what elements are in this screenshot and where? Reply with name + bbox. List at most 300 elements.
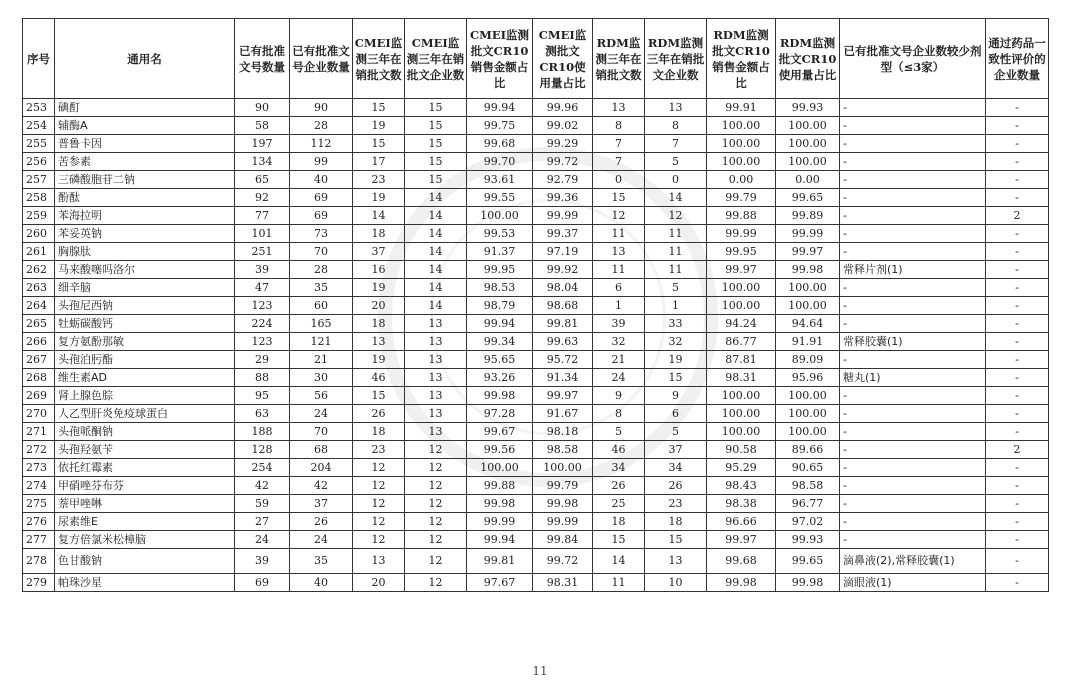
table-cell: 128 bbox=[235, 441, 290, 459]
table-cell: 89.09 bbox=[776, 351, 840, 369]
table-cell: 100.00 bbox=[776, 279, 840, 297]
table-cell: 99.81 bbox=[467, 549, 533, 574]
table-cell: 99.70 bbox=[467, 153, 533, 171]
table-cell: 270 bbox=[23, 405, 55, 423]
page-number: 11 bbox=[532, 664, 548, 678]
table-cell: 99.98 bbox=[707, 574, 776, 592]
table-cell: 24 bbox=[593, 369, 645, 387]
column-header: 已有批准文号企业数量 bbox=[290, 19, 353, 99]
table-cell: 188 bbox=[235, 423, 290, 441]
table-cell: 苯妥英钠 bbox=[55, 225, 235, 243]
table-cell: 5 bbox=[593, 423, 645, 441]
table-cell: 90.58 bbox=[707, 441, 776, 459]
table-cell: 马来酸噻吗洛尔 bbox=[55, 261, 235, 279]
table-cell: - bbox=[840, 99, 986, 117]
table-cell: 11 bbox=[645, 225, 707, 243]
table-cell: 99.94 bbox=[467, 531, 533, 549]
table-cell: 2 bbox=[986, 441, 1049, 459]
table-cell: - bbox=[986, 243, 1049, 261]
table-cell: 6 bbox=[645, 405, 707, 423]
table-cell: 99.65 bbox=[776, 549, 840, 574]
table-cell: 99.79 bbox=[533, 477, 593, 495]
table-cell: 12 bbox=[353, 531, 405, 549]
table-cell: 100.00 bbox=[776, 135, 840, 153]
table-cell: 27 bbox=[235, 513, 290, 531]
column-header: RDM监测批文CR10销售金额占比 bbox=[707, 19, 776, 99]
table-cell: 98.43 bbox=[707, 477, 776, 495]
table-cell: 123 bbox=[235, 333, 290, 351]
table-cell: 99.94 bbox=[467, 315, 533, 333]
table-cell: 萘甲唑啉 bbox=[55, 495, 235, 513]
table-cell: - bbox=[840, 441, 986, 459]
table-cell: 0.00 bbox=[707, 171, 776, 189]
table-cell: 18 bbox=[353, 315, 405, 333]
column-header: RDM监测批文CR10使用量占比 bbox=[776, 19, 840, 99]
table-cell: 12 bbox=[405, 513, 467, 531]
table-cell: 112 bbox=[290, 135, 353, 153]
table-cell: 99.98 bbox=[533, 495, 593, 513]
table-cell: 256 bbox=[23, 153, 55, 171]
table-cell: 99.98 bbox=[776, 261, 840, 279]
table-cell: 99.92 bbox=[533, 261, 593, 279]
table-cell: 辅酶A bbox=[55, 117, 235, 135]
table-cell: - bbox=[986, 477, 1049, 495]
table-cell: 99.55 bbox=[467, 189, 533, 207]
table-cell: - bbox=[986, 513, 1049, 531]
table-row bbox=[23, 405, 1049, 423]
table-cell: 头孢泊肟酯 bbox=[55, 351, 235, 369]
table-cell: - bbox=[986, 405, 1049, 423]
table-row bbox=[23, 549, 1049, 574]
table-cell: 99.99 bbox=[707, 225, 776, 243]
table-row bbox=[23, 279, 1049, 297]
table-cell: 99.93 bbox=[776, 531, 840, 549]
table-cell: 24 bbox=[290, 405, 353, 423]
table-cell: 100.00 bbox=[776, 297, 840, 315]
table-cell: 26 bbox=[353, 405, 405, 423]
table-cell: - bbox=[840, 423, 986, 441]
table-cell: 99.97 bbox=[533, 387, 593, 405]
table-cell: 99.88 bbox=[467, 477, 533, 495]
table-cell: 32 bbox=[645, 333, 707, 351]
table-cell: 73 bbox=[290, 225, 353, 243]
table-cell: 100.00 bbox=[707, 405, 776, 423]
table-cell: 15 bbox=[405, 99, 467, 117]
table-cell: 0 bbox=[645, 171, 707, 189]
table-cell: - bbox=[840, 531, 986, 549]
table-cell: 89.66 bbox=[776, 441, 840, 459]
table-cell: 100.00 bbox=[707, 153, 776, 171]
table-cell: 264 bbox=[23, 297, 55, 315]
table-cell: 19 bbox=[353, 117, 405, 135]
table-cell: 26 bbox=[290, 513, 353, 531]
table-cell: 224 bbox=[235, 315, 290, 333]
table-cell: 12 bbox=[405, 549, 467, 574]
table-cell: 人乙型肝炎免疫球蛋白 bbox=[55, 405, 235, 423]
table-cell: 197 bbox=[235, 135, 290, 153]
table-row bbox=[23, 351, 1049, 369]
table-cell: 24 bbox=[235, 531, 290, 549]
table-cell: 271 bbox=[23, 423, 55, 441]
table-body bbox=[23, 99, 1049, 592]
table-cell: 95.29 bbox=[707, 459, 776, 477]
table-row bbox=[23, 441, 1049, 459]
table-cell: 2 bbox=[986, 207, 1049, 225]
table-cell: 13 bbox=[593, 99, 645, 117]
table-cell: - bbox=[986, 315, 1049, 333]
table-cell: 100.00 bbox=[707, 297, 776, 315]
table-cell: 23 bbox=[645, 495, 707, 513]
column-header: 已有批准文号企业数较少剂型（≤3家） bbox=[840, 19, 986, 99]
table-cell: 14 bbox=[405, 189, 467, 207]
table-cell: - bbox=[986, 279, 1049, 297]
table-cell: 6 bbox=[593, 279, 645, 297]
column-header: 通过药品一致性评价的企业数量 bbox=[986, 19, 1049, 99]
table-cell: 37 bbox=[290, 495, 353, 513]
table-cell: 99.37 bbox=[533, 225, 593, 243]
table-cell: 15 bbox=[405, 171, 467, 189]
table-cell: 9 bbox=[593, 387, 645, 405]
table-cell: 复方倍氯米松樟脑 bbox=[55, 531, 235, 549]
table-cell: 15 bbox=[353, 387, 405, 405]
table-cell: 258 bbox=[23, 189, 55, 207]
table-cell: 99.98 bbox=[776, 574, 840, 592]
table-cell: - bbox=[840, 243, 986, 261]
table-row bbox=[23, 117, 1049, 135]
table-cell: 99.98 bbox=[467, 495, 533, 513]
table-cell: 95.72 bbox=[533, 351, 593, 369]
table-header bbox=[23, 19, 1049, 99]
table-cell: 13 bbox=[405, 423, 467, 441]
table-row bbox=[23, 423, 1049, 441]
table-row bbox=[23, 297, 1049, 315]
table-cell: 100.00 bbox=[776, 387, 840, 405]
table-cell: 98.53 bbox=[467, 279, 533, 297]
table-cell: - bbox=[840, 459, 986, 477]
table-cell: 99.97 bbox=[707, 261, 776, 279]
table-cell: 8 bbox=[593, 405, 645, 423]
table-cell: - bbox=[840, 135, 986, 153]
table-cell: 12 bbox=[645, 207, 707, 225]
drug-table bbox=[22, 18, 1049, 592]
table-cell: 277 bbox=[23, 531, 55, 549]
table-cell: 100.00 bbox=[776, 423, 840, 441]
table-cell: 95.65 bbox=[467, 351, 533, 369]
table-cell: 糖丸(1) bbox=[840, 369, 986, 387]
table-cell: 101 bbox=[235, 225, 290, 243]
table-cell: 帕珠沙星 bbox=[55, 574, 235, 592]
column-header: RDM监测三年在销批文数 bbox=[593, 19, 645, 99]
table-cell: 30 bbox=[290, 369, 353, 387]
table-cell: - bbox=[986, 531, 1049, 549]
table-cell: 14 bbox=[405, 279, 467, 297]
table-cell: 68 bbox=[290, 441, 353, 459]
table-cell: 272 bbox=[23, 441, 55, 459]
table-cell: 7 bbox=[645, 135, 707, 153]
table-cell: 99.99 bbox=[533, 513, 593, 531]
table-cell: 100.00 bbox=[707, 279, 776, 297]
table-cell: 15 bbox=[353, 135, 405, 153]
table-cell: 34 bbox=[593, 459, 645, 477]
table-row bbox=[23, 135, 1049, 153]
table-cell: - bbox=[986, 171, 1049, 189]
table-cell: 12 bbox=[353, 495, 405, 513]
table-cell: 99.89 bbox=[776, 207, 840, 225]
table-cell: - bbox=[986, 153, 1049, 171]
table-cell: 99.99 bbox=[467, 513, 533, 531]
table-cell: 15 bbox=[593, 189, 645, 207]
table-cell: - bbox=[840, 495, 986, 513]
table-cell: 90 bbox=[290, 99, 353, 117]
table-cell: 18 bbox=[645, 513, 707, 531]
table-cell: 273 bbox=[23, 459, 55, 477]
table-cell: 99.79 bbox=[707, 189, 776, 207]
table-cell: - bbox=[986, 261, 1049, 279]
table-cell: - bbox=[986, 459, 1049, 477]
table-cell: 25 bbox=[593, 495, 645, 513]
table-cell: 37 bbox=[353, 243, 405, 261]
table-cell: 24 bbox=[290, 531, 353, 549]
table-row bbox=[23, 99, 1049, 117]
table-row bbox=[23, 495, 1049, 513]
table-cell: 42 bbox=[290, 477, 353, 495]
table-cell: 13 bbox=[405, 351, 467, 369]
table-cell: 100.00 bbox=[533, 459, 593, 477]
table-cell: 99.02 bbox=[533, 117, 593, 135]
table-cell: 96.66 bbox=[707, 513, 776, 531]
table-cell: 98.31 bbox=[533, 574, 593, 592]
table-row bbox=[23, 153, 1049, 171]
table-cell: 58 bbox=[235, 117, 290, 135]
table-cell: 32 bbox=[593, 333, 645, 351]
table-cell: 98.79 bbox=[467, 297, 533, 315]
table-row bbox=[23, 477, 1049, 495]
table-cell: 121 bbox=[290, 333, 353, 351]
table-cell: 20 bbox=[353, 297, 405, 315]
table-cell: 12 bbox=[353, 477, 405, 495]
table-cell: 100.00 bbox=[467, 459, 533, 477]
table-cell: 19 bbox=[645, 351, 707, 369]
table-cell: 99.34 bbox=[467, 333, 533, 351]
table-cell: 257 bbox=[23, 171, 55, 189]
table-cell: 23 bbox=[353, 441, 405, 459]
table-cell: 42 bbox=[235, 477, 290, 495]
table-cell: 99.75 bbox=[467, 117, 533, 135]
table-cell: 14 bbox=[405, 261, 467, 279]
table-cell: 100.00 bbox=[707, 423, 776, 441]
table-cell: 常释片剂(1) bbox=[840, 261, 986, 279]
table-cell: 100.00 bbox=[776, 405, 840, 423]
table-cell: 204 bbox=[290, 459, 353, 477]
table-cell: 99.63 bbox=[533, 333, 593, 351]
table-cell: 268 bbox=[23, 369, 55, 387]
table-cell: - bbox=[986, 189, 1049, 207]
table-row bbox=[23, 261, 1049, 279]
table-cell: 90 bbox=[235, 99, 290, 117]
table-cell: 69 bbox=[290, 207, 353, 225]
table-cell: 17 bbox=[353, 153, 405, 171]
table-cell: 35 bbox=[290, 549, 353, 574]
table-cell: 99.94 bbox=[467, 99, 533, 117]
table-cell: 99.96 bbox=[533, 99, 593, 117]
table-cell: 98.58 bbox=[533, 441, 593, 459]
table-cell: 263 bbox=[23, 279, 55, 297]
table-cell: 99.97 bbox=[707, 531, 776, 549]
table-cell: 15 bbox=[645, 369, 707, 387]
table-cell: 5 bbox=[645, 279, 707, 297]
column-header: 通用名 bbox=[55, 19, 235, 99]
table-cell: 40 bbox=[290, 574, 353, 592]
table-cell: 100.00 bbox=[707, 387, 776, 405]
table-cell: 99.95 bbox=[707, 243, 776, 261]
table-row bbox=[23, 243, 1049, 261]
table-cell: 88 bbox=[235, 369, 290, 387]
table-cell: 16 bbox=[353, 261, 405, 279]
table-cell: 99.72 bbox=[533, 153, 593, 171]
table-cell: 70 bbox=[290, 243, 353, 261]
table-cell: 26 bbox=[645, 477, 707, 495]
table-cell: 265 bbox=[23, 315, 55, 333]
table-cell: 13 bbox=[405, 405, 467, 423]
table-cell: 100.00 bbox=[467, 207, 533, 225]
table-cell: 15 bbox=[593, 531, 645, 549]
table-cell: 278 bbox=[23, 549, 55, 574]
table-cell: 头孢尼西钠 bbox=[55, 297, 235, 315]
table-cell: 头孢哌酮钠 bbox=[55, 423, 235, 441]
table-cell: 13 bbox=[645, 99, 707, 117]
table-cell: 维生素AD bbox=[55, 369, 235, 387]
table-cell: 尿素维E bbox=[55, 513, 235, 531]
table-cell: 18 bbox=[353, 423, 405, 441]
table-cell: 60 bbox=[290, 297, 353, 315]
table-cell: - bbox=[840, 297, 986, 315]
table-cell: 12 bbox=[593, 207, 645, 225]
table-cell: 26 bbox=[593, 477, 645, 495]
table-cell: 99.81 bbox=[533, 315, 593, 333]
table-cell: 63 bbox=[235, 405, 290, 423]
table-cell: 95.96 bbox=[776, 369, 840, 387]
table-cell: 87.81 bbox=[707, 351, 776, 369]
table-cell: 28 bbox=[290, 261, 353, 279]
table-cell: - bbox=[986, 225, 1049, 243]
table-row bbox=[23, 531, 1049, 549]
table-cell: 0 bbox=[593, 171, 645, 189]
table-cell: 21 bbox=[593, 351, 645, 369]
table-cell: 276 bbox=[23, 513, 55, 531]
table-cell: 35 bbox=[290, 279, 353, 297]
table-cell: 123 bbox=[235, 297, 290, 315]
table-cell: - bbox=[986, 549, 1049, 574]
table-cell: 267 bbox=[23, 351, 55, 369]
table-cell: 269 bbox=[23, 387, 55, 405]
column-header: CMEI监测三年在销批文数 bbox=[353, 19, 405, 99]
table-cell: 39 bbox=[593, 315, 645, 333]
table-cell: 98.38 bbox=[707, 495, 776, 513]
column-header: 已有批准文号数量 bbox=[235, 19, 290, 99]
table-cell: 99.56 bbox=[467, 441, 533, 459]
table-row bbox=[23, 315, 1049, 333]
table-cell: 99.36 bbox=[533, 189, 593, 207]
table-cell: 滴眼液(1) bbox=[840, 574, 986, 592]
table-cell: 46 bbox=[353, 369, 405, 387]
table-cell: 细辛脑 bbox=[55, 279, 235, 297]
table-cell: 91.34 bbox=[533, 369, 593, 387]
table-cell: 0.00 bbox=[776, 171, 840, 189]
table-row bbox=[23, 171, 1049, 189]
table-cell: 1 bbox=[593, 297, 645, 315]
table-cell: 12 bbox=[405, 477, 467, 495]
table-cell: 56 bbox=[290, 387, 353, 405]
table-cell: 97.28 bbox=[467, 405, 533, 423]
table-cell: 酚酞 bbox=[55, 189, 235, 207]
table-cell: 13 bbox=[353, 333, 405, 351]
table-cell: 99.29 bbox=[533, 135, 593, 153]
table-cell: - bbox=[986, 423, 1049, 441]
table-cell: - bbox=[840, 351, 986, 369]
column-header: RDM监测三年在销批文企业数 bbox=[645, 19, 707, 99]
table-cell: 69 bbox=[235, 574, 290, 592]
table-cell: 12 bbox=[405, 441, 467, 459]
table-cell: 胸腺肽 bbox=[55, 243, 235, 261]
table-cell: 99 bbox=[290, 153, 353, 171]
table-cell: 12 bbox=[405, 459, 467, 477]
table-cell: 18 bbox=[593, 513, 645, 531]
table-cell: 13 bbox=[593, 243, 645, 261]
table-cell: 23 bbox=[353, 171, 405, 189]
table-cell: 254 bbox=[23, 117, 55, 135]
table-row bbox=[23, 189, 1049, 207]
table-cell: 11 bbox=[593, 261, 645, 279]
table-cell: 261 bbox=[23, 243, 55, 261]
table-cell: 11 bbox=[645, 261, 707, 279]
table-cell: - bbox=[840, 279, 986, 297]
table-cell: 93.26 bbox=[467, 369, 533, 387]
table-cell: 19 bbox=[353, 189, 405, 207]
table-cell: 100.00 bbox=[707, 135, 776, 153]
table-cell: 39 bbox=[235, 261, 290, 279]
table-cell: 15 bbox=[405, 135, 467, 153]
table-cell: 98.31 bbox=[707, 369, 776, 387]
table-cell: 40 bbox=[290, 171, 353, 189]
table-cell: 91.37 bbox=[467, 243, 533, 261]
table-cell: 7 bbox=[593, 153, 645, 171]
table-cell: - bbox=[986, 297, 1049, 315]
table-cell: 59 bbox=[235, 495, 290, 513]
table-cell: 77 bbox=[235, 207, 290, 225]
table-cell: - bbox=[986, 99, 1049, 117]
table-cell: 19 bbox=[353, 279, 405, 297]
table-cell: 99.98 bbox=[467, 387, 533, 405]
table-cell: 97.02 bbox=[776, 513, 840, 531]
table-cell: 275 bbox=[23, 495, 55, 513]
table-cell: 11 bbox=[593, 225, 645, 243]
table-cell: - bbox=[986, 333, 1049, 351]
table-cell: 肾上腺色腙 bbox=[55, 387, 235, 405]
table-cell: 18 bbox=[353, 225, 405, 243]
table-cell: 274 bbox=[23, 477, 55, 495]
table-cell: 苯海拉明 bbox=[55, 207, 235, 225]
table-cell: - bbox=[840, 153, 986, 171]
table-cell: 33 bbox=[645, 315, 707, 333]
table-cell: 14 bbox=[593, 549, 645, 574]
table-cell: 260 bbox=[23, 225, 55, 243]
table-cell: 13 bbox=[353, 549, 405, 574]
table-cell: 99.99 bbox=[533, 207, 593, 225]
table-cell: 99.93 bbox=[776, 99, 840, 117]
table-cell: 96.77 bbox=[776, 495, 840, 513]
table-cell: 34 bbox=[645, 459, 707, 477]
table-cell: 98.68 bbox=[533, 297, 593, 315]
